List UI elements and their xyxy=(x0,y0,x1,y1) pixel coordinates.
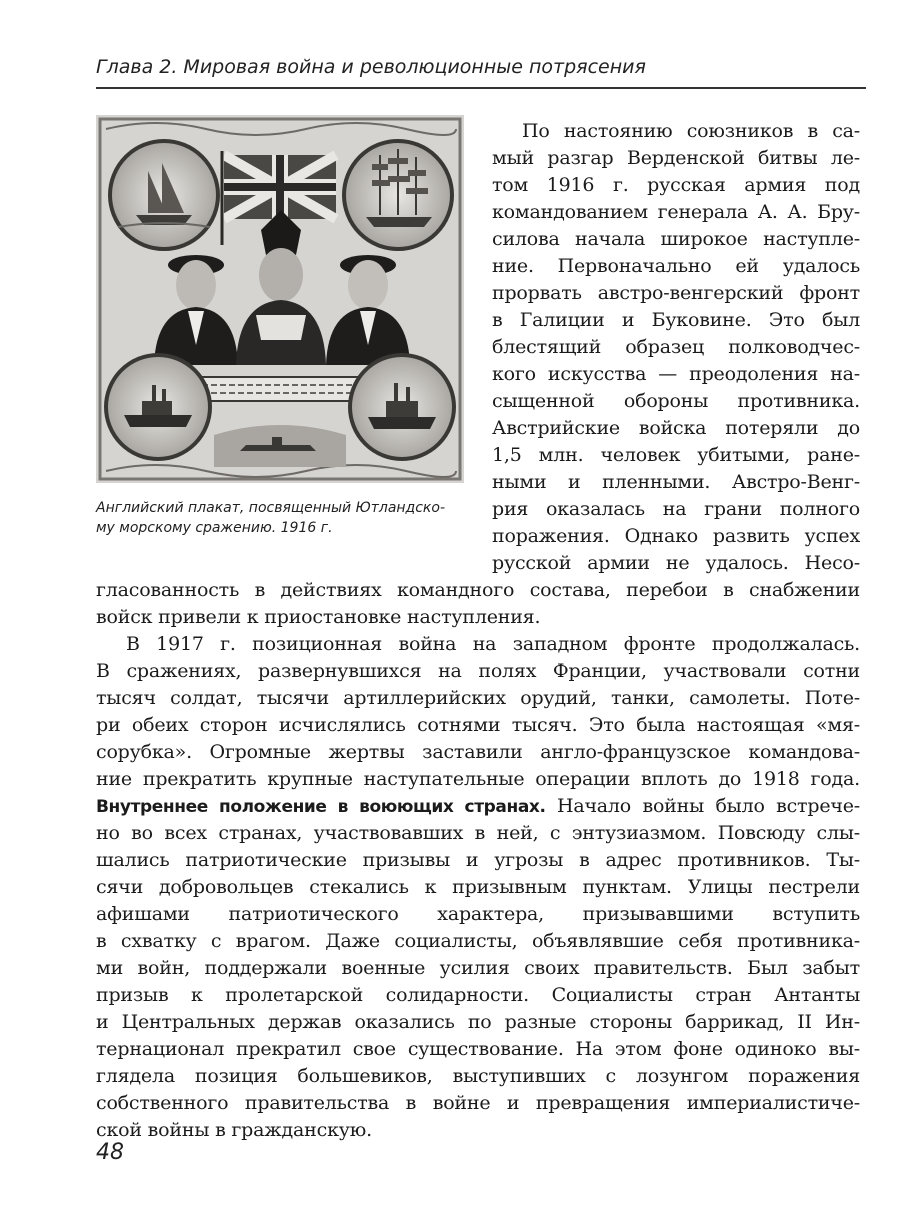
text-line: в схватку с врагом. Даже социалисты, объявлявшие себя противника- xyxy=(96,930,860,952)
text-line: русской армии не удалось. Несо- xyxy=(492,552,860,574)
text-line: тернационал прекратил свое существование. На этом фоне одиноко вы- xyxy=(96,1038,860,1060)
text-line: в Галиции и Буковине. Это был xyxy=(492,309,860,331)
text-line: гласованность в действиях командного состава, перебои в снабжении xyxy=(96,579,860,601)
text-line: блестящий образец полководчес- xyxy=(492,336,860,358)
text-line: тысяч солдат, тысячи артиллерийских орудий, танки, самолеты. Поте- xyxy=(96,687,860,709)
text-line: ми войн, поддержали военные усилия своих правительств. Был забыт xyxy=(96,957,860,979)
text-line: рия оказалась на грани полного xyxy=(492,498,860,520)
page-number: 48 xyxy=(96,1140,124,1165)
text-line: сыщенной обороны противника. xyxy=(492,390,860,412)
text-line: призыв к пролетарской солидарности. Социалисты стран Антанты xyxy=(96,984,860,1006)
text-line: афишами патриотического характера, призывавшими вступить xyxy=(96,903,860,925)
paragraph-brusilov-continuation xyxy=(96,577,860,631)
text-line: ными и пленными. Австро-Венг- xyxy=(492,471,860,493)
text-line: сячи добровольцев стекались к призывным пунктам. Улицы пестрели xyxy=(96,876,860,898)
text-line: сорубка». Огромные жертвы заставили англо-французское командова- xyxy=(96,741,860,763)
figure-caption xyxy=(96,498,468,538)
text-line: поражения. Однако развить успех xyxy=(492,525,860,547)
text-line: мый разгар Верденской битвы ле- xyxy=(492,147,860,169)
text-fragment: Начало войны было встрече- xyxy=(545,795,860,817)
text-line: но во всех странах, участвовавших в ней, с энтузиазмом. Повсюду слы- xyxy=(96,822,860,844)
paragraph-brusilov-column xyxy=(492,118,860,577)
text-line: По настоянию союзников в са- xyxy=(522,120,860,142)
text-line: собственного правительства в войне и превращения империалистиче- xyxy=(96,1092,860,1114)
text-line: ние. Первоначально ей удалось xyxy=(492,255,860,277)
poster-illustration xyxy=(96,115,464,483)
chapter-title: Глава 2. Мировая война и революционные потрясения xyxy=(96,56,646,78)
text-line: кого искусства — преодоления на- xyxy=(492,363,860,385)
caption-line: Английский плакат, посвященный Ютландско- xyxy=(96,500,446,516)
poster-image xyxy=(96,115,464,483)
text-line: прорвать австро-венгерский фронт xyxy=(492,282,860,304)
text-line: глядела позиция большевиков, выступивших с лозунгом поражения xyxy=(96,1065,860,1087)
text-line xyxy=(96,793,860,820)
text-line: ской войны в гражданскую. xyxy=(96,1119,372,1141)
section-heading: Внутреннее положение в воюющих странах. xyxy=(96,797,546,817)
caption-line: му морскому сражению. 1916 г. xyxy=(96,520,333,536)
text-line: В 1917 г. позиционная война на западном фронте продолжалась. xyxy=(126,633,860,655)
paragraph-1917 xyxy=(96,631,860,793)
text-line: и Центральных держав оказались по разные стороны баррикад, II Ин- xyxy=(96,1011,860,1033)
text-line: шались патриотические призывы и угрозы в адрес противников. Ты- xyxy=(96,849,860,871)
paragraph-internal-situation xyxy=(96,793,860,1144)
text-line: Австрийские войска потеряли до xyxy=(492,417,860,439)
text-line: силова начала широкое наступле- xyxy=(492,228,860,250)
text-line: ри обеих сторон исчислялись сотнями тысяч. Это была настоящая «мя- xyxy=(96,714,860,736)
text-line: войск привели к приостановке наступления. xyxy=(96,606,541,628)
text-line: том 1916 г. русская армия под xyxy=(492,174,860,196)
text-line: В сражениях, развернувшихся на полях Франции, участвовали сотни xyxy=(96,660,860,682)
text-line: ние прекратить крупные наступательные операции вплоть до 1918 года. xyxy=(96,768,860,790)
text-line: командованием генерала А. А. Бру- xyxy=(492,201,860,223)
header-rule xyxy=(96,87,866,89)
text-line: 1,5 млн. человек убитыми, ране- xyxy=(492,444,860,466)
page-header xyxy=(96,52,866,88)
